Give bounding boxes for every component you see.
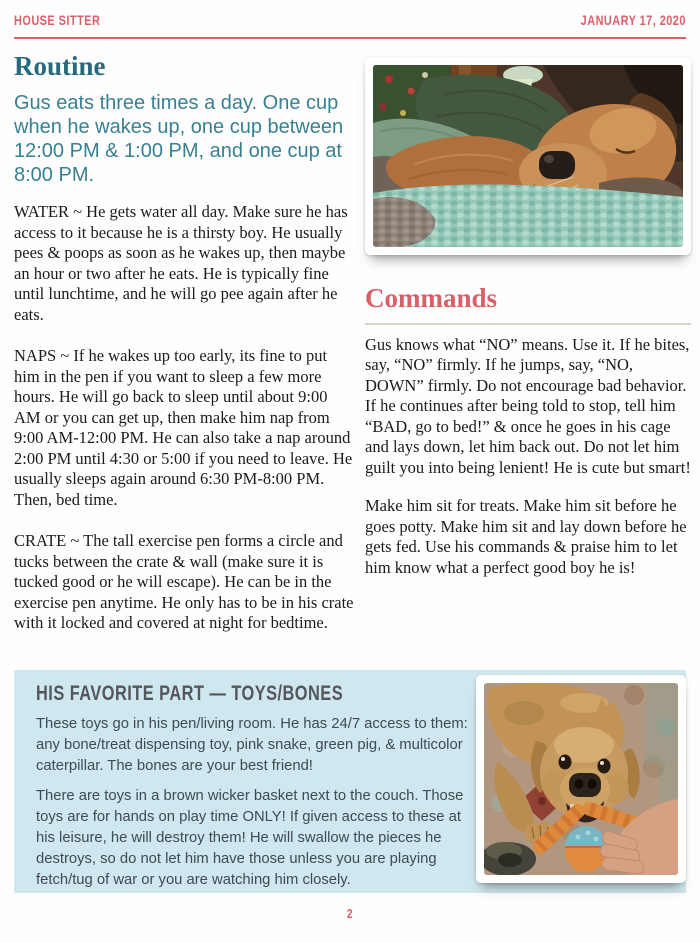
header-title: HOUSE SITTER bbox=[14, 12, 101, 28]
commands-paragraph-2: Make him sit for treats. Make him sit before he goes potty. Make him sit and lay down before he gets fed. Use his commands & praise him to let him know what a perfect good boy he is! bbox=[365, 496, 687, 577]
puppy-with-toy-photo bbox=[476, 675, 686, 883]
routine-heading: Routine bbox=[14, 51, 106, 81]
commands-paragraph-1: Gus knows what “NO” means. Use it. If he bites, say, “NO” firmly. If he jumps, say, “NO, DOWN” firmly. Do not encourage bad behavior. If he continues after being told to stop, tell him “BAD, go to bed!” & once he goes in his cage and lays down, let him back out. Do not let him guilt you into being lenient! He is cute but smart! bbox=[365, 334, 691, 477]
routine-intro: Gus eats three times a day. One cup when he wakes up, one cup between 12:00 PM & 1:00 PM, and one cup at 8:00 PM. bbox=[14, 92, 344, 186]
toys-paragraph-2: There are toys in a brown wicker basket next to the couch. Those toys are for hands on play time ONLY! If given access to these at his leisure, he will destroy them! He will swallow the pieces he destroys, so do not let him have those unless you are playing fetch/tug of war or you are watching him closely. bbox=[36, 788, 464, 888]
toys-paragraph-1: These toys go in his pen/living room. He has 24/7 access to them: any bone/treat dispensing toy, pink snake, green pig, & multicolor caterpillar. The bones are your best friend! bbox=[36, 716, 468, 774]
header-date: JANUARY 17, 2020 bbox=[580, 12, 686, 28]
page-footer bbox=[0, 905, 700, 923]
sleeping-dog-photo bbox=[365, 57, 691, 255]
commands-heading: Commands bbox=[365, 283, 498, 313]
commands-section bbox=[365, 282, 691, 578]
page-number: 2 bbox=[346, 906, 354, 921]
sleeping-dog-photo-image bbox=[373, 65, 683, 247]
toys-bones-callout bbox=[14, 670, 686, 893]
water-paragraph: WATER ~ He gets water all day. Make sure he has access to it because he is a thirsty boy. He usually pees & poops as soon as he wakes up, then maybe an hour or two after he eats. He is typically fine until lunchtime, and he will go pee again after he eats. bbox=[14, 202, 348, 324]
header-divider bbox=[14, 37, 686, 39]
left-column bbox=[14, 50, 354, 634]
crate-paragraph: CRATE ~ The tall exercise pen forms a circle and tucks between the crate & wall (make sure it is tucked good or he will escape). He can be in the exercise pen anytime. He only has to be in his crate with it locked and covered at night for bedtime. bbox=[14, 531, 354, 632]
page-header bbox=[14, 8, 686, 32]
puppy-with-toy-photo-image bbox=[484, 683, 678, 875]
right-column bbox=[365, 57, 691, 578]
toys-heading: HIS FAVORITE PART — TOYS/BONES bbox=[36, 682, 344, 705]
naps-paragraph: NAPS ~ If he wakes up too early, its fine to put him in the pen if you want to sleep a few more hours. He will go back to sleep until about 9:00 AM or you can get up, then make him nap from 9:00 AM-12:00 PM. He can also take a nap around 2:00 PM until 4:30 or 5:00 if you need to leave. He usually sleeps again around 6:30 PM-8:00 PM. Then, bed time. bbox=[14, 346, 353, 509]
commands-divider bbox=[365, 323, 691, 325]
